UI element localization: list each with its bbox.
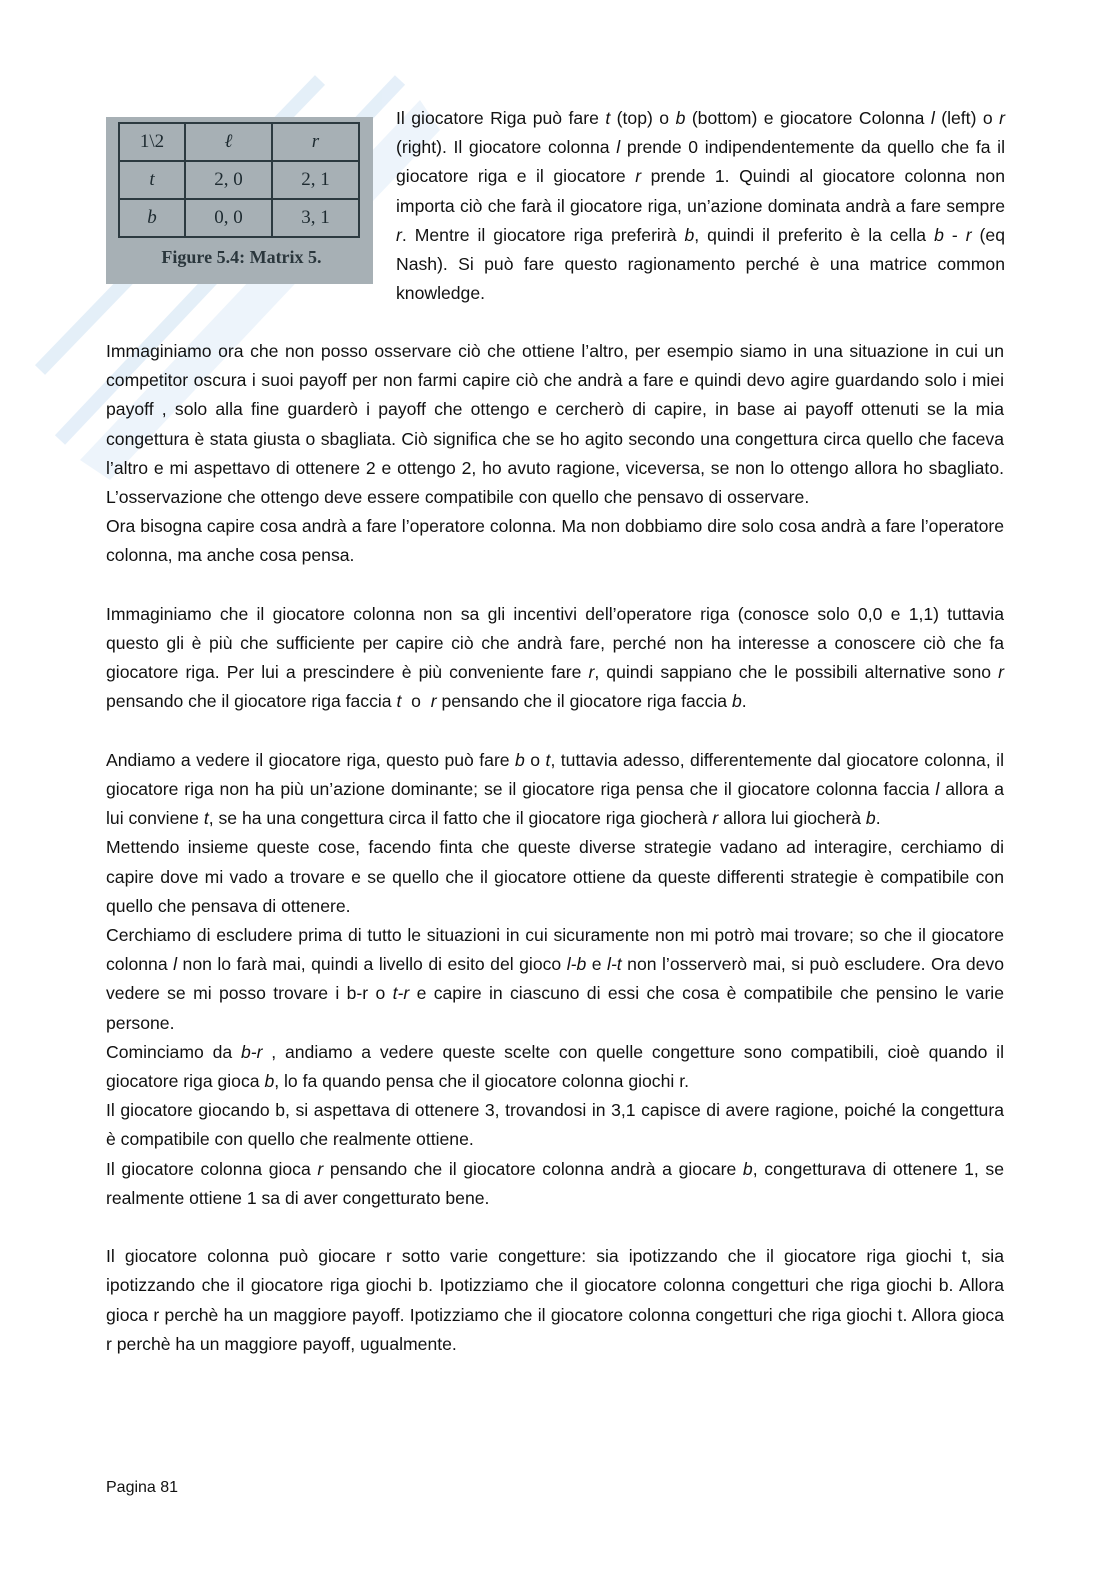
paragraph: Cerchiamo di escludere prima di tutto le situazioni in cui sicuramente non mi potrò mai trovare; so che il giocatore colonna l non lo farà mai, quindi a livello di esito del gioco l-b e l-t non l’osserverò mai, si può escludere. Ora devo vedere se mi posso trovare i b-r o t-r e capire in ciascuno di essi che cosa è compatibile che pensino le varie persone. [106,925,1004,1033]
matrix-row-b [119,199,359,237]
matrix-row-label: t [119,161,185,199]
body-text [106,337,1004,1359]
matrix-corner-cell: 1\2 [119,123,185,161]
paragraph: Andiamo a vedere il giocatore riga, questo può fare b o t, tuttavia adesso, differentemente dal giocatore colonna, il giocatore riga non ha più un’azione dominante; se il giocatore riga pensa che il giocatore colonna faccia l allora a lui conviene t, se ha una congettura circa il fatto che il giocatore riga giocherà r allora lui giocherà b. [106,749,1004,829]
paragraph: Cominciamo da b-r , andiamo a vedere queste scelte con quelle congetture sono compatibili, cioè quando il giocatore riga gioca b, lo fa quando pensa che il giocatore colonna giochi r. [106,1041,1004,1092]
matrix-cell: 2, 0 [185,161,272,199]
matrix-cell: 2, 1 [272,161,359,199]
paragraph: Ora bisogna capire cosa andrà a fare l’operatore colonna. Ma non dobbiamo dire solo cosa andrà a fare l’operatore colonna, ma anche cosa pensa. [106,516,1004,566]
matrix-cell: 3, 1 [272,199,359,237]
paragraph: Il giocatore colonna può giocare r sotto varie congetture: sia ipotizzando che il giocatore riga giochi t, sia ipotizzando che il giocatore riga giochi b. Ipotizziamo che il giocatore colonna congetturi che riga giochi b. Allora gioca r perchè ha un maggiore payoff. Ipotizziamo che il giocatore colonna congetturi che riga giochi t. Allora gioca r perchè ha un maggiore payoff, ugualmente. [106,1246,1004,1354]
paragraph: Il giocatore Riga può fare t (top) o b (bottom) e giocatore Colonna l (left) o r (right). Il giocatore colonna l prende 0 indipendentemente da quello che fa il giocatore riga e il giocatore r prende 1. Quindi al giocatore colonna non importa ciò che farà il giocatore riga, un’azione dominata andrà a fare sempre r. Mentre il giocatore riga preferirà b, quindi il preferito è la cella b - r (eq Nash). Si può fare questo ragionamento perché è una matrice common knowledge. [396,108,1005,304]
paragraph: Mettendo insieme queste cose, facendo finta che queste diverse strategie vadano ad interagire, cerchiamo di capire dove mi vado a trovare e se quello che il giocatore ottiene da queste differenti strategie è compatibile con quello che pensava di ottenere. [106,837,1004,916]
payoff-matrix-figure [106,117,373,284]
intro-paragraph [396,104,1005,308]
page-number: Pagina 81 [106,1479,179,1496]
paragraph: Immaginiamo ora che non posso osservare ciò che ottiene l’altro, per esempio siamo in una situazione in cui un competitor oscura i suoi payoff per non farmi capire ciò che andrà a fare e quindi devo agire guardando solo i miei payoff , solo alla fine guarderò i payoff che ottengo e cercherò di capire, in base ai payoff ottenuti se la mia congettura è stata giusta o sbagliata. Ciò significa che se ho agito secondo una congettura circa quello che faceva l’altro e mi aspettavo di ottenere 2 e ottengo 2, ho avuto ragione, viceversa, se non lo ottengo allora ho sbagliato. L’osservazione che ottengo deve essere compatibile con quello che pensavo di osservare. [106,341,1004,508]
figure-caption: Figure 5.4: Matrix 5. [161,247,322,267]
paragraph: Il giocatore giocando b, si aspettava di ottenere 3, trovandosi in 3,1 capisce di avere ragione, poiché la congettura è compatibile con quello che realmente ottiene. [106,1100,1004,1150]
matrix-header-row [119,123,359,161]
matrix-row-t [119,161,359,199]
matrix-column-l: ℓ [185,123,272,161]
paragraph: Immaginiamo che il giocatore colonna non sa gli incentivi dell’operatore riga (conosce solo 0,0 e 1,1) tuttavia questo gli è più che sufficiente per capire ciò che andrà fare, perché non ha interesse a conoscere ciò che fa giocatore riga. Per lui a prescindere è più conveniente fare r, quindi sappiano che le possibili alternative sono r pensando che il giocatore riga faccia t o r pensando che il giocatore riga faccia b. [106,603,1004,712]
matrix-cell: 0, 0 [185,199,272,237]
paragraph: Il giocatore colonna gioca r pensando che il giocatore colonna andrà a giocare b, congetturava di ottenere 1, se realmente ottiene 1 sa di aver congetturato bene. [106,1158,1004,1208]
payoff-matrix [118,122,360,238]
matrix-column-r: r [272,123,359,161]
matrix-row-label: b [119,199,185,237]
